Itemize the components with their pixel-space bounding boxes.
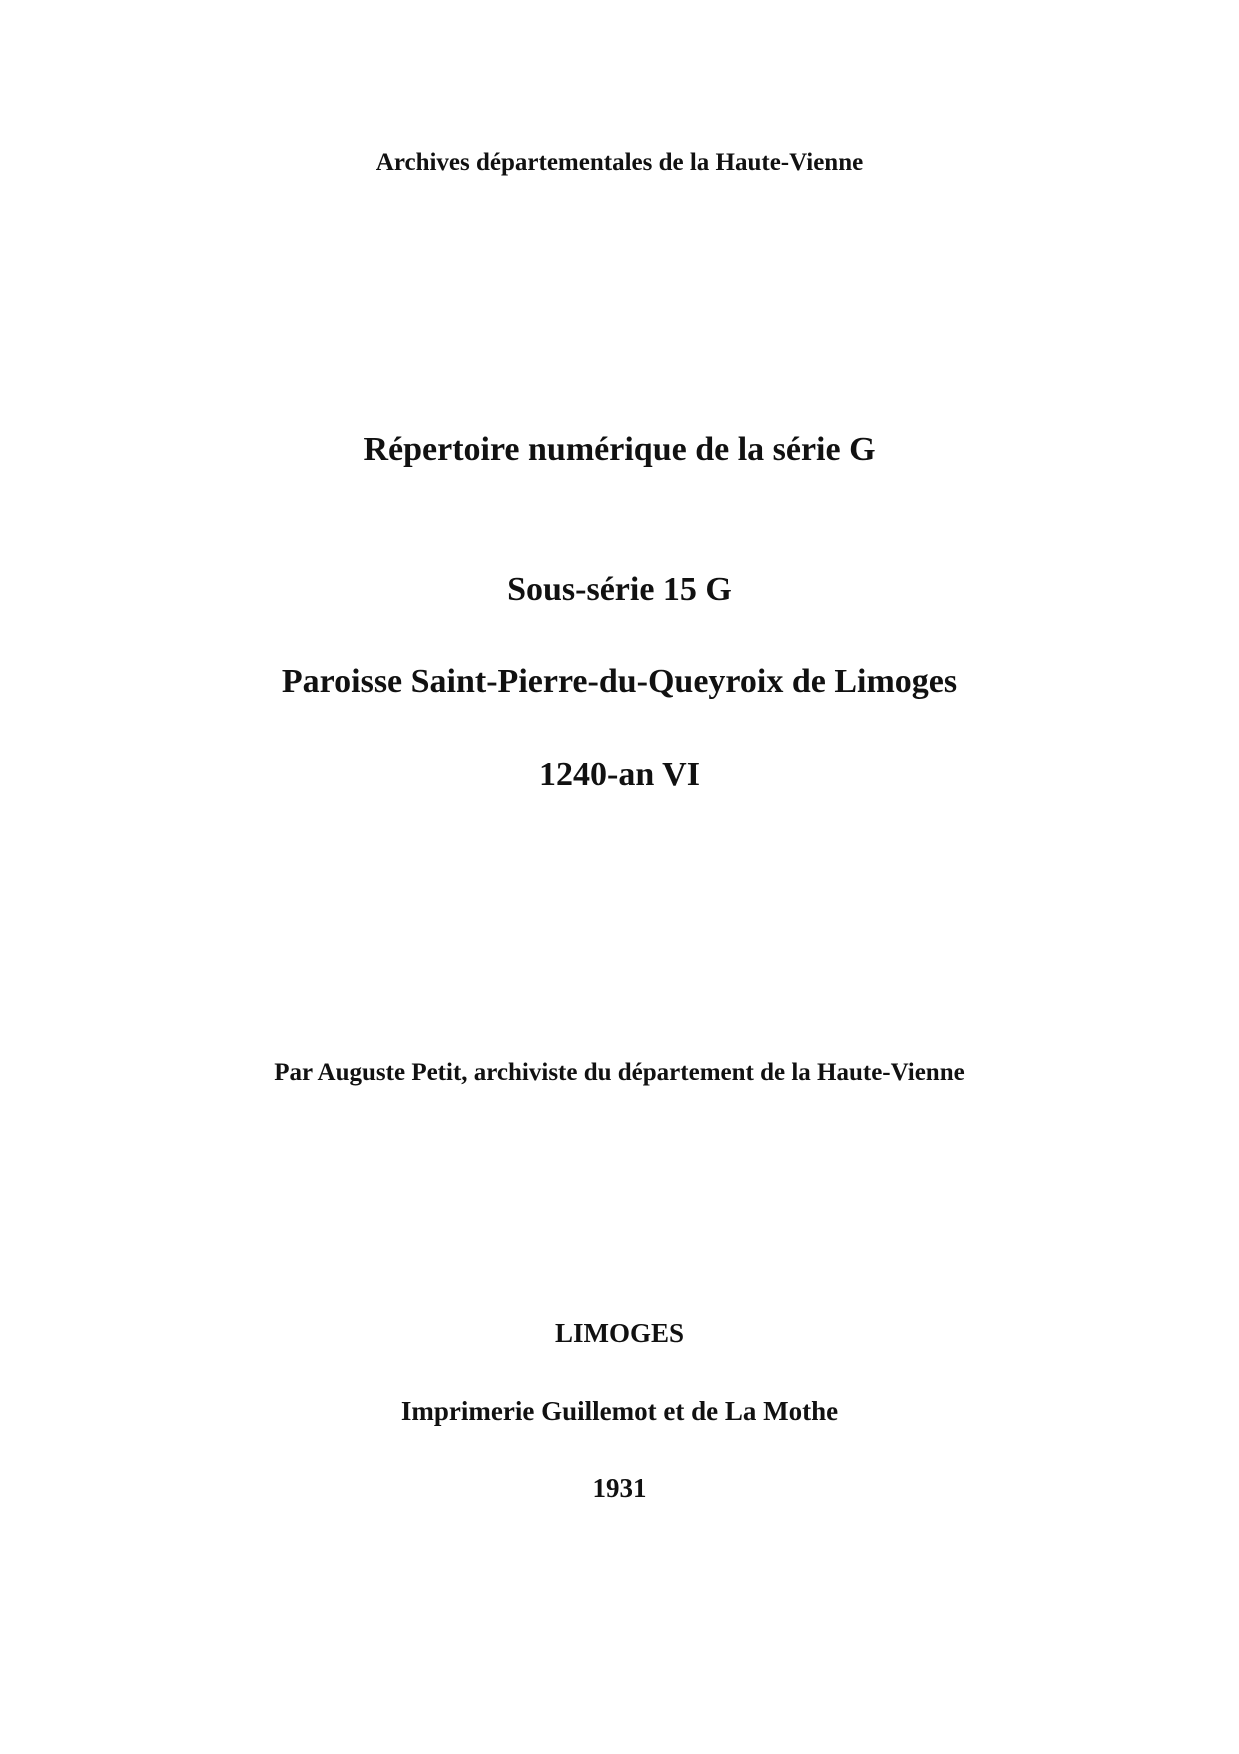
date-range-heading: 1240-an VI <box>539 756 700 793</box>
parish-heading: Paroisse Saint-Pierre-du-Queyroix de Limoges <box>281 663 958 700</box>
imprint-printer: Imprimerie Guillemot et de La Mothe <box>400 1396 839 1426</box>
imprint-city: LIMOGES <box>554 1318 685 1348</box>
author-line: Par Auguste Petit, archiviste du département de la Haute-Vienne <box>274 1059 965 1086</box>
document-title: Répertoire numérique de la série G <box>363 431 876 468</box>
institution-heading: Archives départementales de la Haute-Vienne <box>375 149 864 176</box>
subseries-heading: Sous-série 15 G <box>507 571 732 608</box>
imprint-year: 1931 <box>592 1473 647 1503</box>
